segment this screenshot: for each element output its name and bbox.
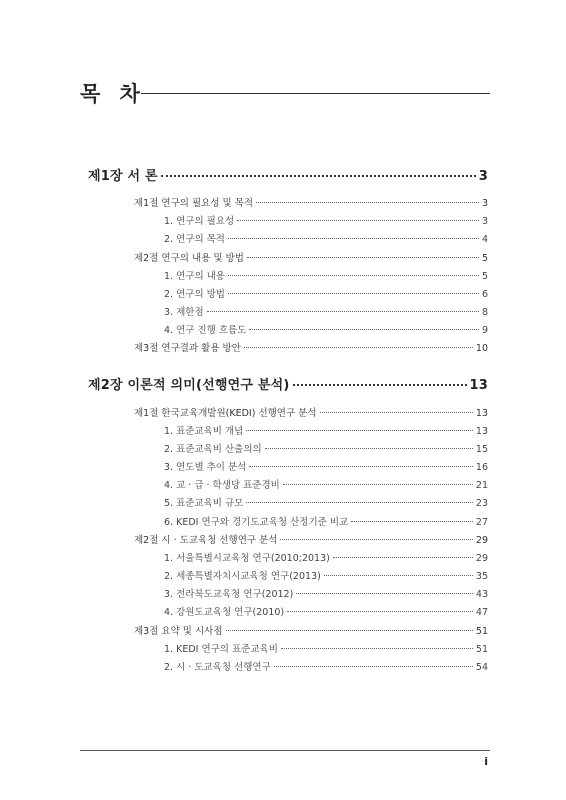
toc-label: 1. 연구의 필요성: [164, 216, 235, 227]
title-rule: [141, 93, 490, 94]
toc-item[interactable]: [164, 423, 488, 437]
toc-label: 1. 표준교육비 개념: [164, 426, 244, 437]
toc-item[interactable]: [164, 268, 488, 282]
toc-label: 3. 제한점: [164, 307, 204, 318]
toc-page: 29: [475, 535, 488, 546]
toc-page: 29: [475, 553, 488, 564]
toc-label: 제1절 연구의 필요성 및 목적: [134, 198, 254, 209]
dot-leader: [281, 648, 473, 649]
toc-page: 16: [475, 462, 488, 473]
dot-leader: [249, 329, 479, 330]
toc-page: 3: [481, 216, 488, 227]
toc-page: 8: [481, 307, 488, 318]
toc-label: 제3절 요약 및 시사점: [134, 626, 223, 637]
toc-label: 4. 연구 진행 흐름도: [164, 325, 247, 336]
toc-page: 51: [475, 644, 488, 655]
toc-section[interactable]: [134, 623, 488, 637]
toc-page: 47: [475, 607, 488, 618]
toc-label: 2. 연구의 목적: [164, 234, 225, 245]
toc-page: 3: [478, 169, 488, 184]
toc-section[interactable]: [134, 340, 488, 354]
toc-item[interactable]: [164, 477, 488, 491]
toc-item[interactable]: [164, 441, 488, 455]
toc-label: 2. 시 · 도교육청 선행연구: [164, 662, 271, 673]
toc-item[interactable]: [164, 231, 488, 245]
toc-chapter-1[interactable]: [88, 165, 488, 184]
toc-page: 13: [475, 408, 488, 419]
toc-label: 3. 연도별 추이 분석: [164, 462, 247, 473]
toc-section[interactable]: [134, 195, 488, 209]
toc-label: 제3절 연구결과 활용 방안: [134, 343, 241, 354]
toc-page: 35: [475, 571, 488, 582]
toc-label: 2. 세종특별자치시교육청 연구(2013): [164, 571, 321, 582]
toc-label: 1. 서울특별시교육청 연구(2010;2013): [164, 553, 330, 564]
toc-section[interactable]: [134, 405, 488, 419]
dot-leader: [226, 630, 473, 631]
toc-label: 제1절 한국교육개발원(KEDI) 선행연구 분석: [134, 408, 317, 419]
toc-page: 43: [475, 589, 488, 600]
dot-leader: [247, 257, 479, 258]
toc-item[interactable]: [164, 641, 488, 655]
toc-label: 2. 표준교육비 산출의의: [164, 444, 262, 455]
toc-item[interactable]: [164, 604, 488, 618]
toc-page: 3: [481, 198, 488, 209]
toc-label: 3. 전라북도교육청 연구(2012): [164, 589, 294, 600]
dot-leader: [265, 448, 473, 449]
toc-item[interactable]: [164, 550, 488, 564]
toc-page: 13: [475, 426, 488, 437]
dot-leader: [228, 293, 479, 294]
dot-leader: [237, 220, 479, 221]
toc-label: 4. 교 · 급 · 학생당 표준경비: [164, 480, 280, 491]
page-number: i: [484, 755, 488, 768]
toc-page: 21: [475, 480, 488, 491]
toc-page: 10: [475, 343, 488, 354]
dot-leader: [249, 466, 473, 467]
toc-item[interactable]: [164, 659, 488, 673]
dot-leader: [333, 557, 473, 558]
toc-label: 2. 연구의 방법: [164, 289, 225, 300]
dot-leader: [296, 593, 473, 594]
dot-leader: [244, 347, 473, 348]
toc-label: 5. 표준교육비 규모: [164, 498, 244, 509]
toc-item[interactable]: [164, 514, 488, 528]
dot-leader: [207, 311, 479, 312]
toc-item[interactable]: [164, 322, 488, 336]
toc-page: 54: [475, 662, 488, 673]
toc-item[interactable]: [164, 459, 488, 473]
dot-leader: [280, 539, 472, 540]
toc-label: 제2절 시 · 도교육청 선행연구 분석: [134, 535, 278, 546]
toc-chapter-2[interactable]: [88, 374, 488, 393]
dot-leader: [228, 238, 479, 239]
toc-label: 제1장 서 론: [88, 169, 158, 184]
dot-leader: [351, 521, 473, 522]
dot-leader: [287, 611, 473, 612]
toc-header: [80, 80, 490, 108]
toc-page: 9: [481, 325, 488, 336]
dot-leader: [283, 484, 473, 485]
toc-section[interactable]: [134, 532, 488, 546]
toc-item[interactable]: [164, 568, 488, 582]
toc-page: 51: [475, 626, 488, 637]
toc-page: 6: [481, 289, 488, 300]
toc-page: 5: [481, 253, 488, 264]
toc-page: 5: [481, 271, 488, 282]
toc-section[interactable]: [134, 250, 488, 264]
dot-leader: [324, 575, 473, 576]
dot-leader: [320, 412, 473, 413]
toc-item[interactable]: [164, 495, 488, 509]
toc-item[interactable]: [164, 304, 488, 318]
toc-page: 4: [481, 234, 488, 245]
toc-item[interactable]: [164, 586, 488, 600]
toc-label: 제2절 연구의 내용 및 방법: [134, 253, 244, 264]
toc-item[interactable]: [164, 213, 488, 227]
dot-leader: [246, 502, 473, 503]
toc-label: 6. KEDI 연구와 경기도교육청 산정기준 비교: [164, 517, 349, 528]
dot-leader: [161, 175, 476, 177]
toc-label: 1. 연구의 내용: [164, 271, 225, 282]
toc-label: 4. 강원도교육청 연구(2010): [164, 607, 285, 618]
dot-leader: [256, 202, 479, 203]
toc-title: 목 차: [80, 82, 146, 106]
toc-page: 23: [475, 498, 488, 509]
toc-page: 13: [469, 378, 488, 393]
toc-label: 1. KEDI 연구의 표준교육비: [164, 644, 278, 655]
toc-page: 27: [475, 517, 488, 528]
dot-leader: [274, 666, 473, 667]
toc-label: 제2장 이론적 의미(선행연구 분석): [88, 378, 290, 393]
dot-leader: [246, 430, 473, 431]
dot-leader: [293, 384, 467, 386]
footer-rule: [80, 750, 490, 751]
dot-leader: [228, 275, 479, 276]
toc-item[interactable]: [164, 286, 488, 300]
toc-page: 15: [475, 444, 488, 455]
